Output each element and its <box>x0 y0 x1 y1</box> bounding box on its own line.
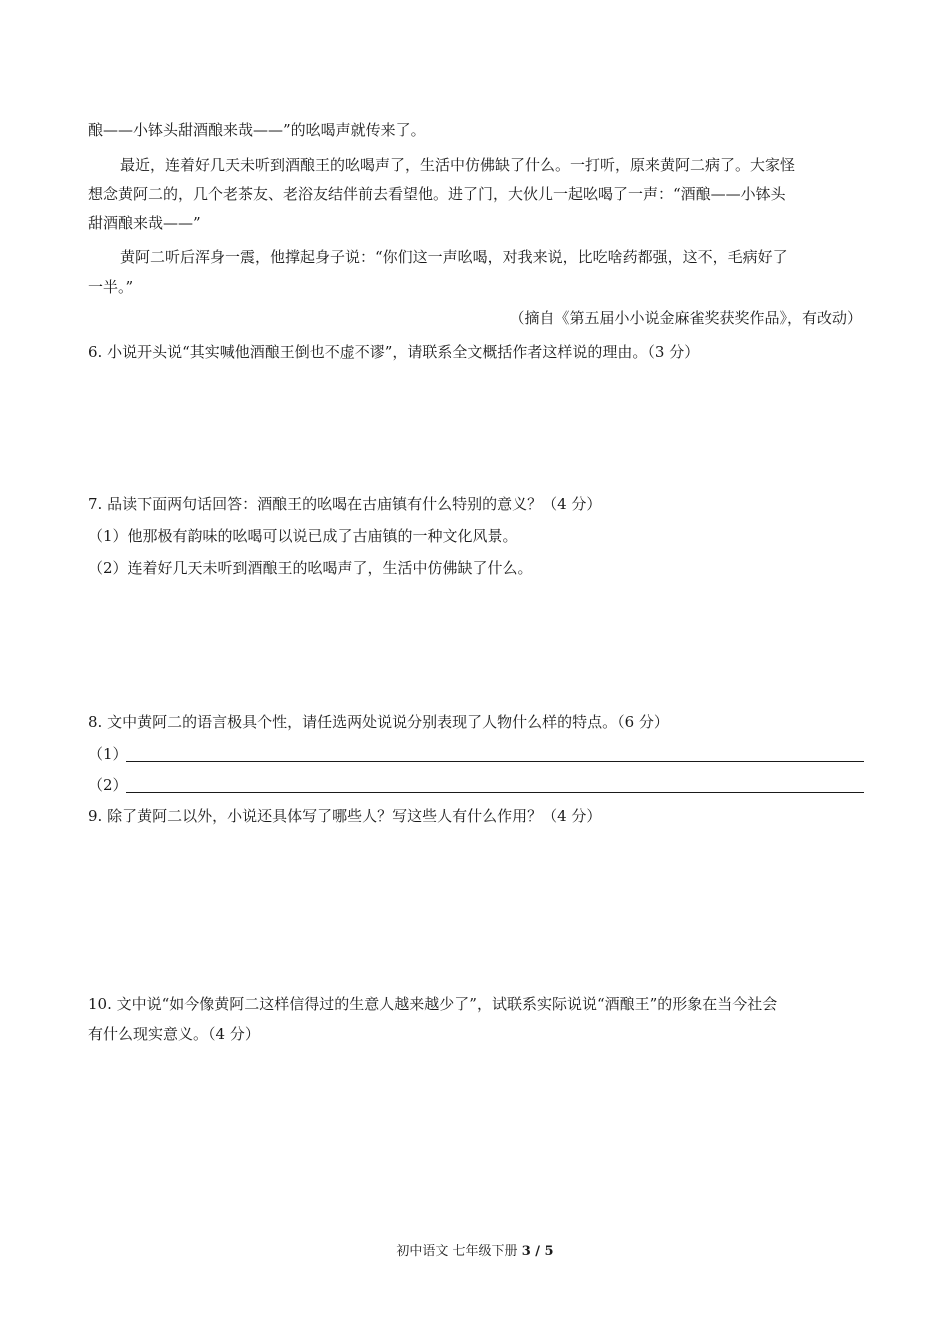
page-footer <box>0 1243 950 1261</box>
question-text: 8. 文中黄阿二的语言极具个性，请任选两处说说分别表现了人物什么样的特点。（6 分） <box>88 713 669 731</box>
passage-line: 黄阿二听后浑身一震，他撑起身子说：“你们这一声吆喝，对我来说，比吃啥药都强，这不，毛病好了 <box>120 248 788 266</box>
passage-source: （摘自《第五届小小说金麻雀奖获奖作品》，有改动） <box>509 309 862 327</box>
question-text: 6. 小说开头说“其实喊他酒酿王倒也不虚不谬”，请联系全文概括作者这样说的理由。（3 分） <box>88 343 700 361</box>
passage-line: 一半。” <box>88 278 134 296</box>
answer-blank-label: （2） <box>88 776 128 794</box>
passage-line: 想念黄阿二的，几个老茶友、老浴友结伴前去看望他。进了门，大伙儿一起吆喝了一声：“酒酿——小钵头 <box>88 185 786 203</box>
passage-line: 最近，连着好几天未听到酒酿王的吆喝声了，生活中仿佛缺了什么。一打听，原来黄阿二病了。大家怪 <box>120 156 796 174</box>
footer-label: 初中语文 七年级下册 <box>396 1244 518 1259</box>
question-text: 有什么现实意义。（4 分） <box>88 1025 260 1043</box>
answer-line <box>126 761 864 762</box>
question-text: 7. 品读下面两句话回答：酒酿王的吆喝在古庙镇有什么特别的意义？（4 分） <box>88 495 602 513</box>
page-number: 3 / 5 <box>521 1244 554 1259</box>
passage-line: 酿——小钵头甜酒酿来哉——”的吆喝声就传来了。 <box>88 121 426 139</box>
question-text: 10. 文中说“如今像黄阿二这样信得过的生意人越来越少了”，试联系实际说说“酒酿王”的形象在当今社会 <box>88 995 778 1013</box>
answer-blank-2[interactable] <box>88 775 864 795</box>
question-text: 9. 除了黄阿二以外，小说还具体写了哪些人？写这些人有什么作用？（4 分） <box>88 807 602 825</box>
quoted-sentence: （2）连着好几天未听到酒酿王的吆喝声了，生活中仿佛缺了什么。 <box>88 559 533 577</box>
passage-line: 甜酒酿来哉——” <box>88 214 201 232</box>
quoted-sentence: （1）他那极有韵味的吆喝可以说已成了古庙镇的一种文化风景。 <box>88 527 518 545</box>
answer-line <box>126 792 864 793</box>
answer-blank-label: （1） <box>88 745 128 763</box>
answer-blank-1[interactable] <box>88 744 864 764</box>
